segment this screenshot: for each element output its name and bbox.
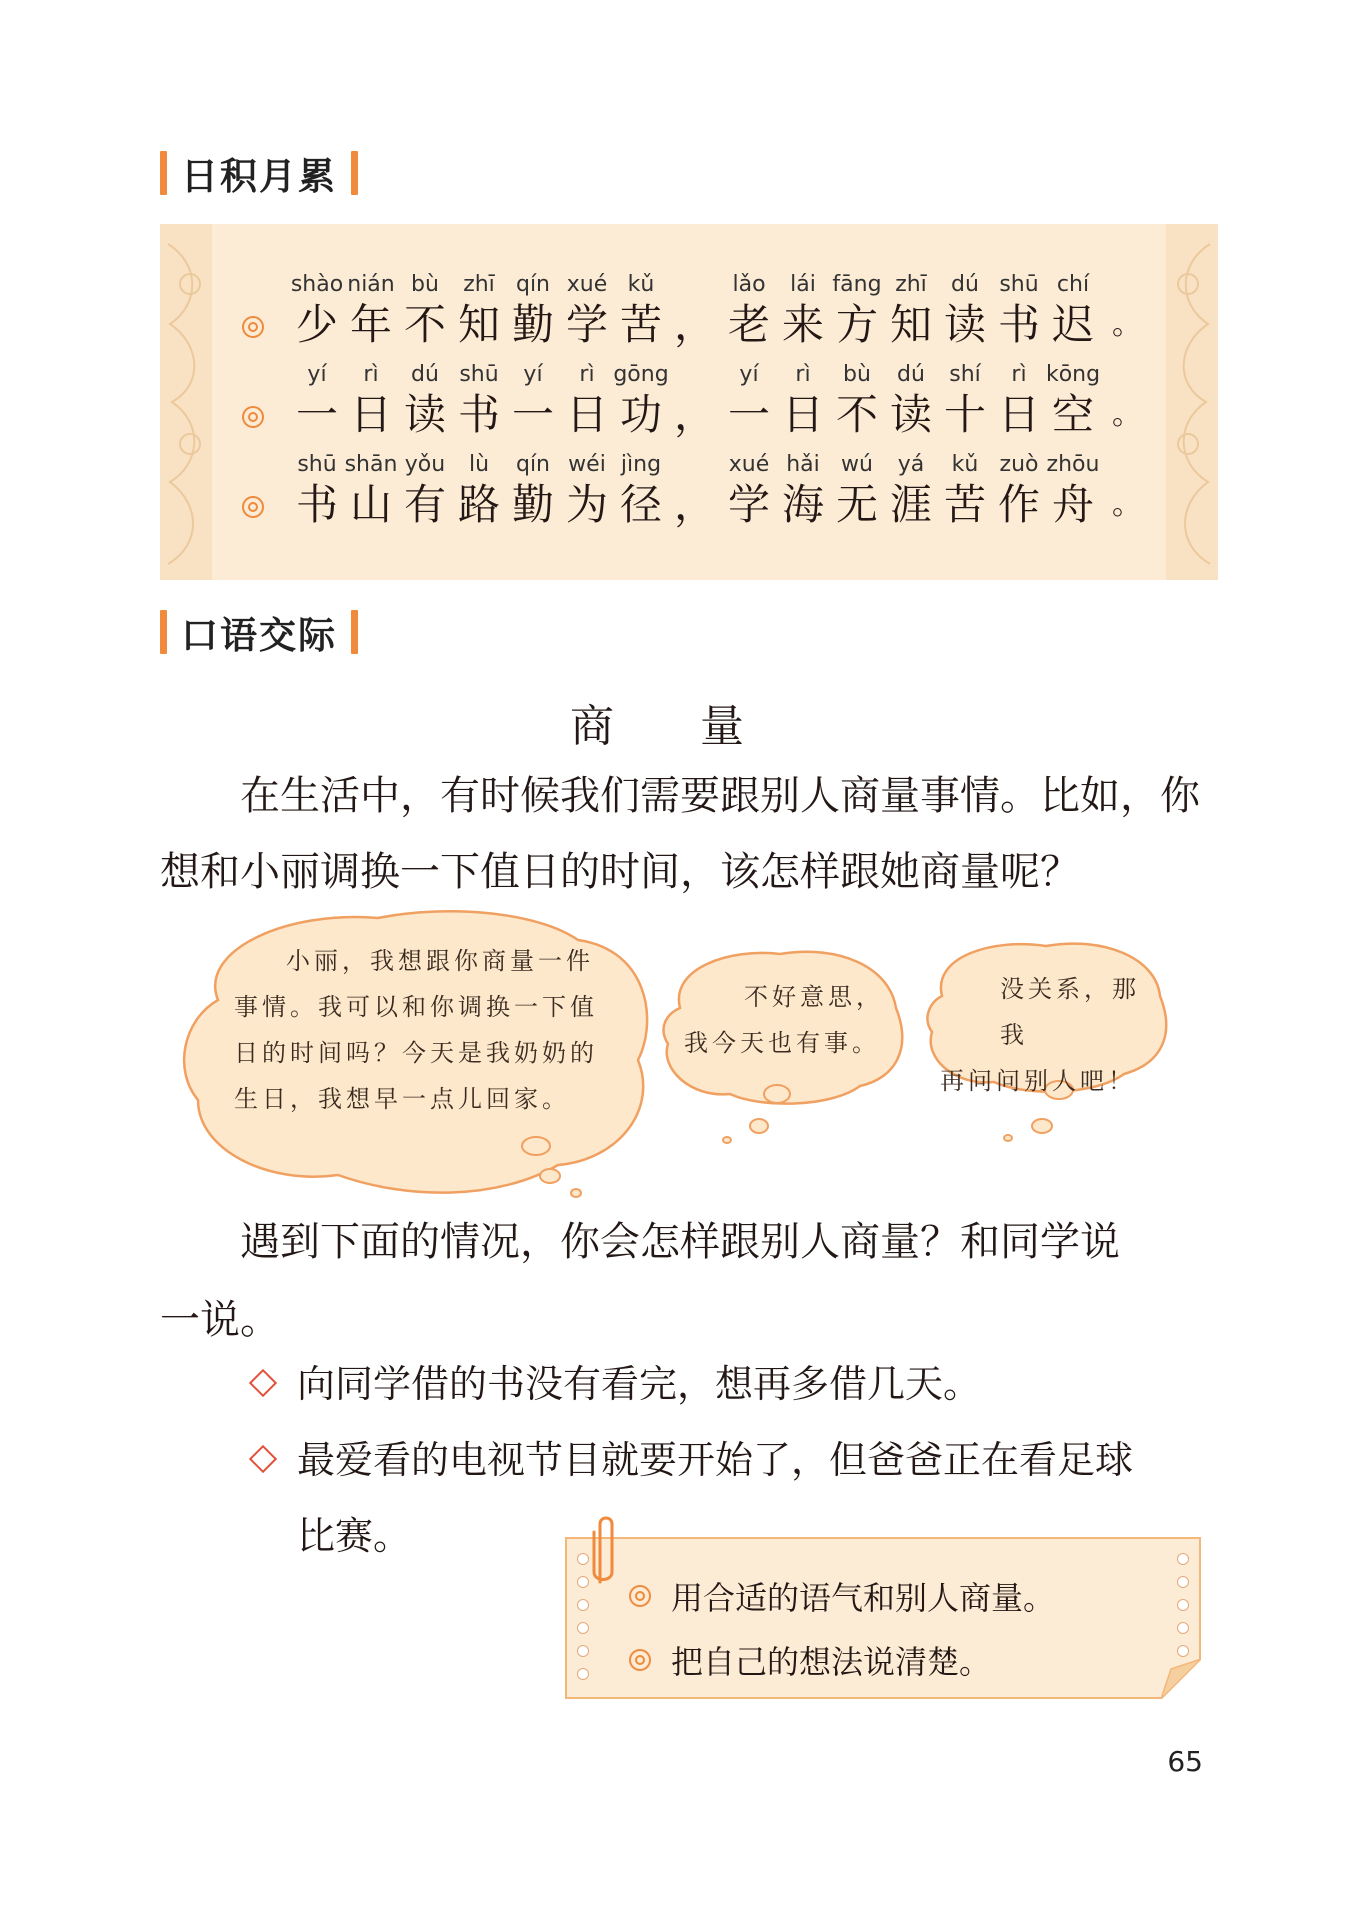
poem-char xyxy=(398,360,452,440)
pinyin: hǎi xyxy=(786,452,820,477)
pinyin: lái xyxy=(790,272,816,297)
pinyin: rì xyxy=(795,362,811,387)
hanzi: 年 xyxy=(349,300,392,349)
poem-char xyxy=(344,450,398,530)
pinyin: shān xyxy=(344,452,398,477)
poem-char xyxy=(668,450,722,530)
hanzi: 老 xyxy=(727,300,770,349)
left-ornament xyxy=(160,224,212,580)
bubble1-line-4: 生日，我想早一点儿回家。 xyxy=(234,1085,570,1113)
hanzi: 山 xyxy=(349,480,392,529)
poem-char xyxy=(884,360,938,440)
poem-char xyxy=(938,270,992,350)
poem-char xyxy=(1100,270,1154,350)
pinyin: wú xyxy=(841,452,873,477)
hanzi: ， xyxy=(673,300,716,349)
bubble3-line-1: 没关系，那我 xyxy=(1000,975,1140,1049)
pinyin: dú xyxy=(951,272,979,297)
pinyin: yí xyxy=(739,362,759,387)
poem-char xyxy=(1100,450,1154,530)
intro-line-2: 想和小丽调换一下值日的时间，该怎样跟她商量呢？ xyxy=(160,849,1080,895)
lesson-title: 商 量 xyxy=(570,701,780,752)
pinyin: jìng xyxy=(620,452,662,477)
circle-bullet-icon xyxy=(242,316,264,338)
poem-char xyxy=(722,360,776,440)
pinyin: zhī xyxy=(463,272,495,297)
pinyin: shí xyxy=(949,362,981,387)
hanzi: 勤 xyxy=(511,480,554,529)
page-number: 65 xyxy=(1167,1745,1203,1778)
situation-2-line-2: 比赛。 xyxy=(297,1514,412,1558)
poem-char xyxy=(614,450,668,530)
poem-char xyxy=(452,270,506,350)
circle-bullet-icon xyxy=(629,1585,651,1607)
bubble1-line-2: 事情。我可以和你调换一下值 xyxy=(234,993,598,1021)
intro-paragraph xyxy=(160,758,1220,910)
hanzi: 。 xyxy=(1112,307,1142,342)
pinyin: kōng xyxy=(1045,362,1101,387)
hanzi: ， xyxy=(673,480,716,529)
pinyin: lù xyxy=(468,452,490,477)
hanzi: 舟 xyxy=(1051,480,1094,529)
tip-2-text: 把自己的想法说清楚。 xyxy=(671,1643,992,1681)
hanzi: 勤 xyxy=(511,300,554,349)
question-paragraph xyxy=(160,1203,1220,1359)
poem-char xyxy=(398,270,452,350)
hanzi: 一 xyxy=(511,390,554,439)
pinyin: chí xyxy=(1056,272,1090,297)
hanzi: 路 xyxy=(457,480,500,529)
hanzi: 十 xyxy=(943,390,986,439)
pinyin: bù xyxy=(843,362,871,387)
tip-note xyxy=(565,1537,1201,1699)
poem-char xyxy=(938,450,992,530)
pinyin: yá xyxy=(897,452,925,477)
pinyin: dú xyxy=(897,362,925,387)
hanzi: 海 xyxy=(781,480,824,529)
question-line-1: 遇到下面的情况，你会怎样跟别人商量？和同学说 xyxy=(240,1219,1120,1265)
poem-char xyxy=(452,360,506,440)
pinyin: shū xyxy=(999,272,1039,297)
poem-char xyxy=(290,450,344,530)
pinyin: xué xyxy=(728,452,770,477)
poem-char xyxy=(1046,270,1100,350)
hanzi: 涯 xyxy=(889,480,932,529)
pinyin: shū xyxy=(297,452,337,477)
bubble2-line-2: 我今天也有事。 xyxy=(684,1029,880,1057)
poem-char xyxy=(560,450,614,530)
poem-line-1 xyxy=(242,270,1154,350)
hanzi: 一 xyxy=(727,390,770,439)
poem-char xyxy=(992,270,1046,350)
section-header-daily-accumulation xyxy=(160,148,358,198)
poem-char xyxy=(452,450,506,530)
poem-char xyxy=(722,270,776,350)
poem-char xyxy=(560,360,614,440)
section-bar-right xyxy=(351,610,358,654)
diamond-bullet-icon xyxy=(249,1369,277,1397)
section-header-oral-communication xyxy=(160,607,358,657)
hanzi: 学 xyxy=(565,300,608,349)
hanzi: 日 xyxy=(349,390,392,439)
poem-char xyxy=(668,270,722,350)
situation-item-1 xyxy=(245,1346,981,1422)
tip-line-2 xyxy=(629,1637,991,1683)
poem-char xyxy=(938,360,992,440)
circle-bullet-icon xyxy=(242,406,264,428)
hanzi: 无 xyxy=(835,480,878,529)
bubble3-line-2: 再问问别人吧！ xyxy=(940,1067,1136,1095)
hanzi: 方 xyxy=(835,300,878,349)
poem-char xyxy=(830,270,884,350)
poem-char xyxy=(884,450,938,530)
poem-char xyxy=(776,360,830,440)
hanzi: 学 xyxy=(727,480,770,529)
hanzi: 迟 xyxy=(1051,300,1094,349)
poem-char xyxy=(830,450,884,530)
section-bar-right xyxy=(351,151,358,195)
section-title: 口语交际 xyxy=(181,614,337,657)
hanzi: 书 xyxy=(457,390,500,439)
hanzi: 读 xyxy=(403,390,446,439)
hanzi: 知 xyxy=(889,300,932,349)
poem-char xyxy=(884,270,938,350)
poem-char xyxy=(398,450,452,530)
pinyin: shào xyxy=(290,272,344,297)
hanzi: ， xyxy=(673,390,716,439)
poem-char xyxy=(290,270,344,350)
hanzi: 少 xyxy=(295,300,338,349)
poem-char xyxy=(992,360,1046,440)
section-title: 日积月累 xyxy=(181,155,337,198)
pinyin: zuò xyxy=(999,452,1039,477)
hanzi: 不 xyxy=(403,300,446,349)
poem-char xyxy=(722,450,776,530)
pinyin: kǔ xyxy=(627,272,655,297)
paper-clip-icon xyxy=(588,1512,618,1592)
poem-char xyxy=(1046,450,1100,530)
situation-1-text: 向同学借的书没有看完，想再多借几天。 xyxy=(297,1362,982,1406)
hanzi: 。 xyxy=(1112,487,1142,522)
pinyin: wéi xyxy=(568,452,606,477)
hanzi: 知 xyxy=(457,300,500,349)
pinyin: gōng xyxy=(613,362,669,387)
pinyin: rì xyxy=(1011,362,1027,387)
pinyin: qín xyxy=(515,272,551,297)
poem-char xyxy=(776,450,830,530)
bubble2-line-1: 不好意思， xyxy=(744,983,884,1011)
hanzi: 苦 xyxy=(619,300,662,349)
pinyin: dú xyxy=(411,362,439,387)
hanzi: 书 xyxy=(295,480,338,529)
intro-line-1: 在生活中，有时候我们需要跟别人商量事情。比如，你 xyxy=(240,773,1200,819)
pinyin: fāng xyxy=(832,272,882,297)
poem-char xyxy=(1046,360,1100,440)
poem-line-2 xyxy=(242,360,1154,440)
hanzi: 读 xyxy=(889,390,932,439)
circle-bullet-icon xyxy=(242,496,264,518)
pinyin: nián xyxy=(347,272,395,297)
bubble1-line-3: 日的时间吗？今天是我奶奶的 xyxy=(234,1039,598,1067)
poem-char xyxy=(290,360,344,440)
pinyin: yí xyxy=(523,362,543,387)
pinyin: zhī xyxy=(895,272,927,297)
hanzi: 作 xyxy=(997,480,1040,529)
hanzi: 功 xyxy=(619,390,662,439)
hanzi: 一 xyxy=(295,390,338,439)
poem-char xyxy=(614,270,668,350)
tip-line-1 xyxy=(629,1573,1055,1619)
poem-char xyxy=(506,270,560,350)
hanzi: 空 xyxy=(1051,390,1094,439)
hanzi: 日 xyxy=(781,390,824,439)
hanzi: 日 xyxy=(565,390,608,439)
pinyin: yí xyxy=(307,362,327,387)
hanzi: 不 xyxy=(835,390,878,439)
pinyin: qín xyxy=(515,452,551,477)
tip-1-text: 用合适的语气和别人商量。 xyxy=(671,1579,1056,1617)
pinyin: xué xyxy=(566,272,608,297)
poem-line-3 xyxy=(242,450,1154,530)
section-bar-left xyxy=(160,151,167,195)
poem-char xyxy=(668,360,722,440)
right-ornament xyxy=(1166,224,1218,580)
poem-char xyxy=(344,270,398,350)
hanzi: 径 xyxy=(619,480,662,529)
poem-char xyxy=(830,360,884,440)
poem-char xyxy=(506,450,560,530)
hanzi: 书 xyxy=(997,300,1040,349)
poem-char xyxy=(614,360,668,440)
poem-char xyxy=(506,360,560,440)
hanzi: 日 xyxy=(997,390,1040,439)
poem-char xyxy=(344,360,398,440)
poem-char xyxy=(776,270,830,350)
folded-corner-icon xyxy=(1161,1659,1201,1699)
poem-box xyxy=(160,224,1218,580)
pinyin: kǔ xyxy=(951,452,979,477)
pinyin: zhōu xyxy=(1046,452,1100,477)
pinyin: bù xyxy=(411,272,439,297)
circle-bullet-icon xyxy=(629,1649,651,1671)
poem-char xyxy=(992,450,1046,530)
pinyin: yǒu xyxy=(404,452,446,477)
hanzi: 来 xyxy=(781,300,824,349)
hanzi: 苦 xyxy=(943,480,986,529)
pinyin: rì xyxy=(579,362,595,387)
poem-char xyxy=(1100,360,1154,440)
hanzi: 为 xyxy=(565,480,608,529)
situation-2-line-1: 最爱看的电视节目就要开始了，但爸爸正在看足球 xyxy=(297,1438,1134,1482)
pinyin: rì xyxy=(363,362,379,387)
pinyin: lǎo xyxy=(732,272,766,297)
hanzi: 读 xyxy=(943,300,986,349)
hanzi: 有 xyxy=(403,480,446,529)
bubble1-line-1: 小丽，我想跟你商量一件 xyxy=(286,947,594,975)
question-line-2: 一说。 xyxy=(160,1297,280,1343)
pinyin: shū xyxy=(459,362,499,387)
section-bar-left xyxy=(160,610,167,654)
diamond-bullet-icon xyxy=(249,1445,277,1473)
poem-char xyxy=(560,270,614,350)
hanzi: 。 xyxy=(1112,397,1142,432)
